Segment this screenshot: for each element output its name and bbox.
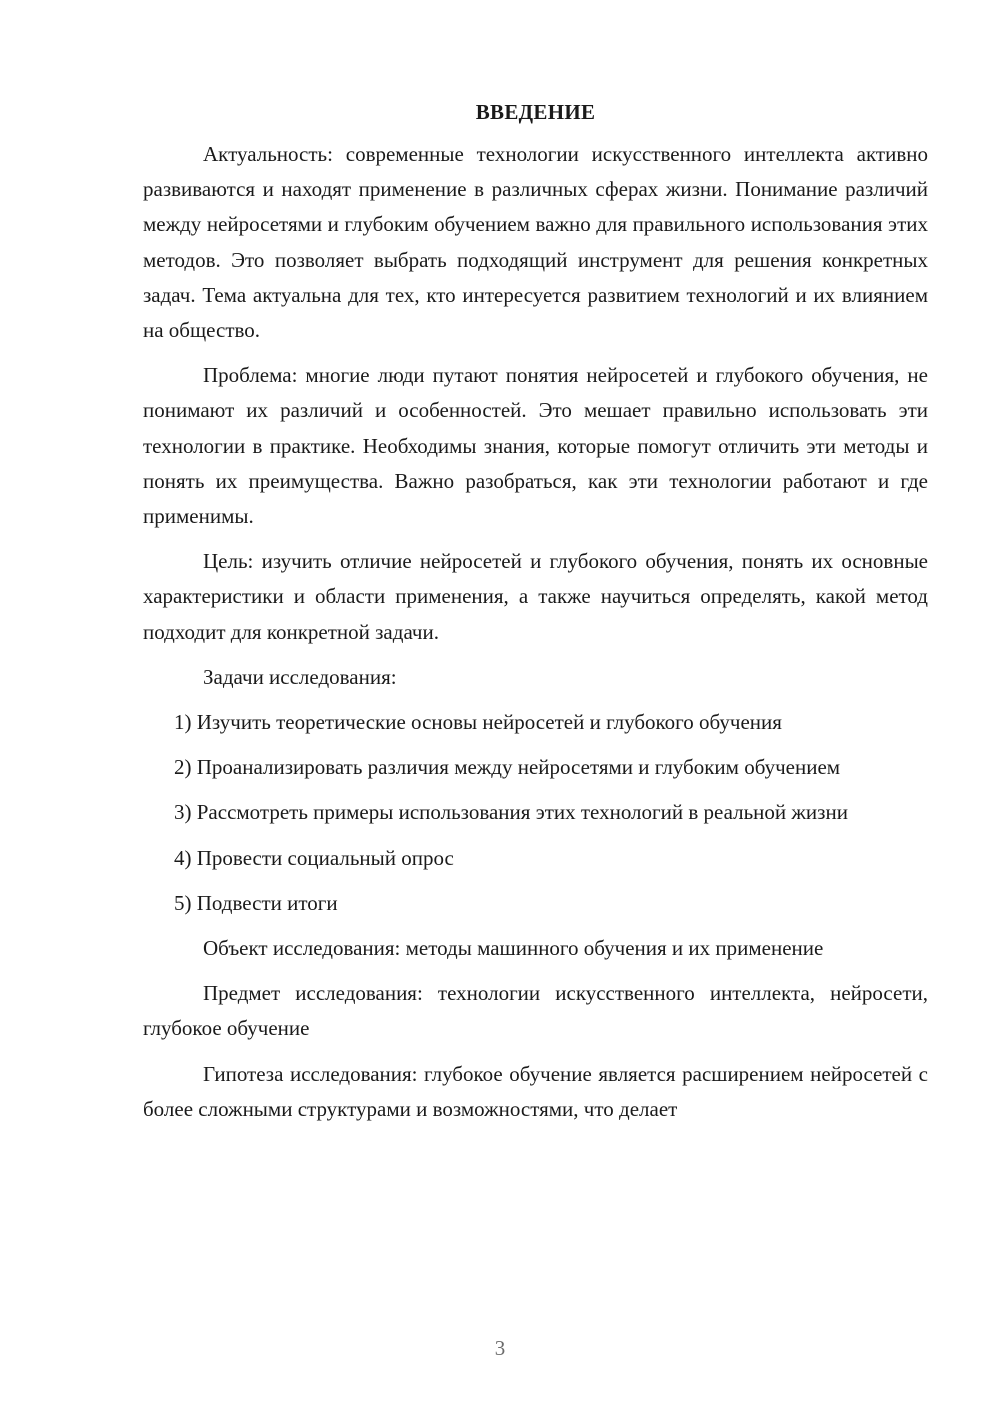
document-page — [143, 96, 928, 1316]
page-number: 3 — [494, 1336, 506, 1360]
task-item: 3) Рассмотреть примеры использования этих технологий в реальной жизни — [174, 800, 848, 825]
task-item: 1) Изучить теоретические основы нейросетей и глубокого обучения — [174, 710, 782, 735]
paragraph-problem: Проблема: многие люди путают понятия нейросетей и глубокого обучения, не понимают их различий и особенностей. Это мешает правильно использовать эти технологии в практике. Необходимы знания, которые помогут отличить эти методы и понять их преимущества. Важно разобраться, как эти технологии работают и где применимы. — [143, 363, 928, 529]
task-item: 4) Провести социальный опрос — [174, 845, 454, 870]
paragraph-relevance: Актуальность: современные технологии искусственного интеллекта активно развиваются и находят применение в различных сферах жизни. Понимание различий между нейросетями и глубоким обучением важно для правильного использования этих методов. Это позволяет выбрать подходящий инструмент для решения конкретных задач. Тема актуальна для тех, кто интересуется развитием технологий и их влиянием на общество. — [143, 142, 928, 343]
tasks-title: Задачи исследования: — [203, 664, 397, 689]
paragraph-subject: Предмет исследования: технологии искусственного интеллекта, нейросети, глубокое обучение — [143, 981, 928, 1041]
task-item: 2) Проанализировать различия между нейросетями и глубоким обучением — [174, 755, 841, 780]
section-heading: ВВЕДЕНИЕ — [475, 100, 596, 124]
task-item: 5) Подвести итоги — [174, 890, 338, 915]
paragraph-object: Объект исследования: методы машинного обучения и их применение — [203, 936, 824, 961]
paragraph-goal: Цель: изучить отличие нейросетей и глубокого обучения, понять их основные характеристики и области применения, а также научиться определять, какой метод подходит для конкретной задачи. — [143, 549, 928, 644]
paragraph-hypothesis: Гипотеза исследования: глубокое обучение является расширением нейросетей с более сложными структурами и возможностями, что делает — [143, 1061, 928, 1121]
